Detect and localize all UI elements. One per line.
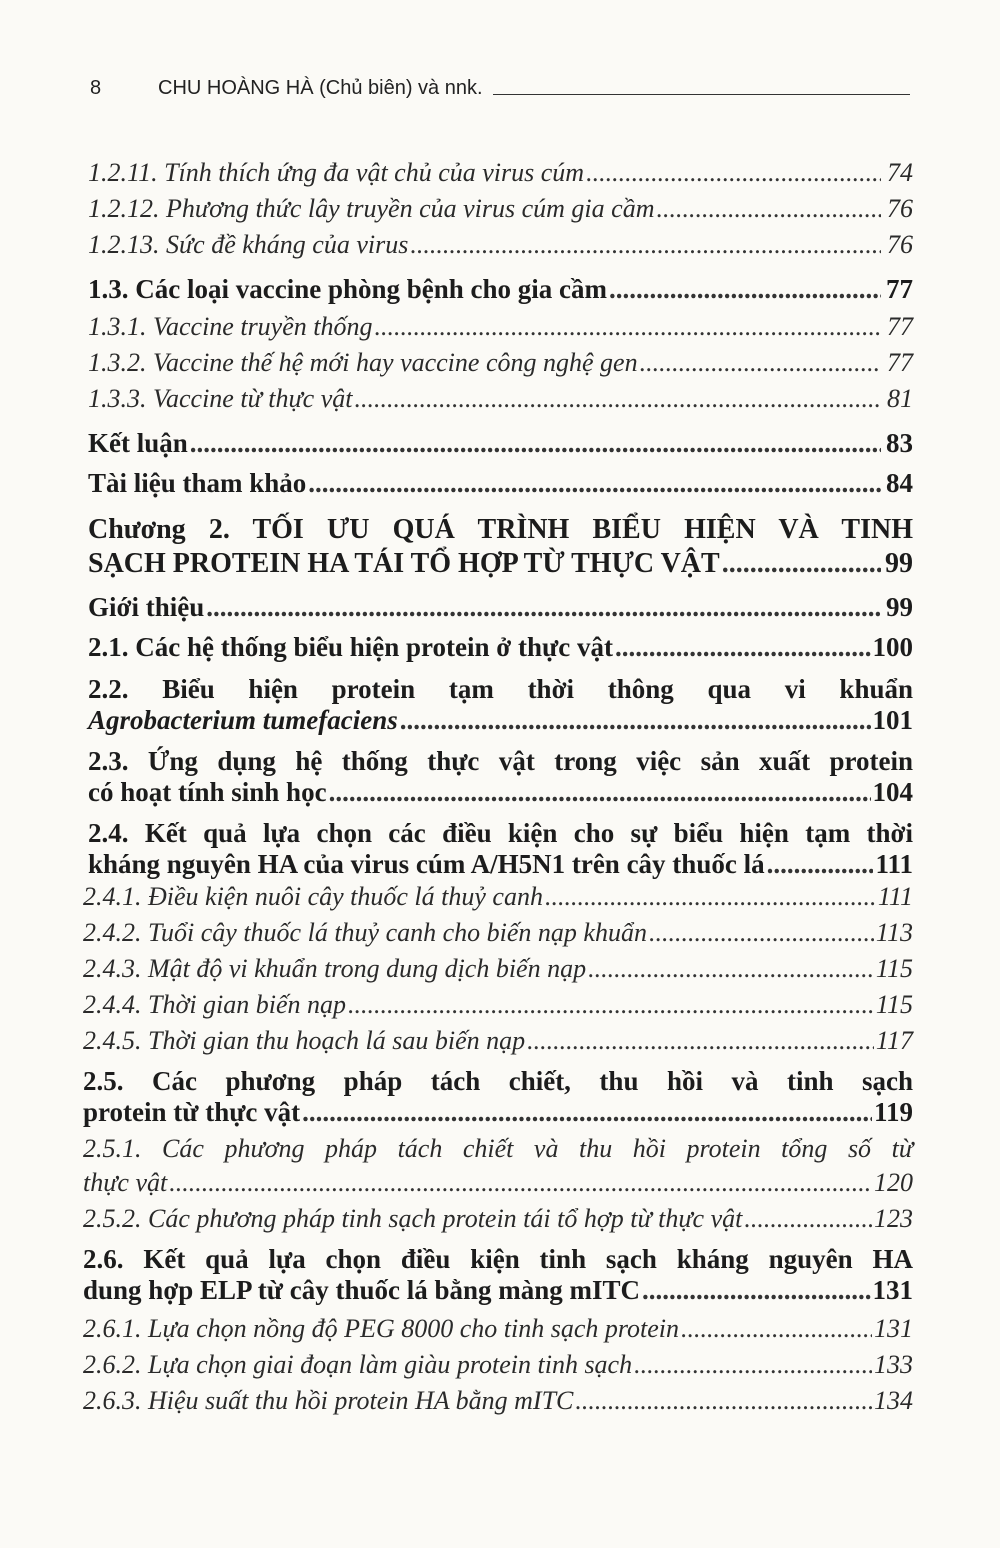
- toc-entry-page: 117: [875, 1026, 913, 1055]
- toc-entry-page: 111: [877, 882, 913, 911]
- toc-entry-page: 76: [887, 230, 913, 259]
- toc-entry-title: Tài liệu tham khảo: [88, 468, 307, 498]
- toc-entry: [83, 1023, 913, 1059]
- toc-entry: [83, 381, 913, 417]
- toc-multiline-entry: [83, 745, 913, 807]
- toc-leader: [767, 849, 874, 879]
- toc-leader: [308, 463, 881, 503]
- toc-multiline-entry: [83, 817, 913, 879]
- toc-leader: [609, 269, 881, 309]
- toc-entry-page: 131: [872, 1275, 913, 1305]
- toc-entry-title: 2.6.1. Lựa chọn nồng độ PEG 8000 cho tinh sạch protein: [83, 1314, 680, 1343]
- toc-entry-title: 2.6.2. Lựa chọn giai đoạn làm giàu protein tinh sạch: [83, 1350, 633, 1379]
- toc-entry-title: 2.4.2. Tuổi cây thuốc lá thuỷ canh cho biến nạp khuẩn: [83, 918, 647, 947]
- toc-entry-page: 123: [874, 1204, 913, 1233]
- toc-entry: [83, 1275, 913, 1305]
- toc-leader: [329, 777, 871, 807]
- toc-entry: [83, 309, 913, 345]
- toc-entry: [88, 777, 913, 807]
- toc-entry: [83, 951, 913, 987]
- toc-entry-title: kháng nguyên HA của virus cúm A/H5N1 trên cây thuốc lá: [88, 849, 765, 879]
- toc-entry-title-line1: 2.4. Kết quả lựa chọn các điều kiện cho sự biểu hiện tạm thời: [88, 818, 913, 848]
- toc-leader: [410, 227, 881, 263]
- toc-entry: [83, 1383, 913, 1419]
- toc-entry-page: 119: [873, 1097, 913, 1127]
- toc-entry-title: 1.2.13. Sức đề kháng của virus: [88, 230, 409, 259]
- toc-leader: [634, 1347, 872, 1383]
- toc-entry-page: 76: [887, 194, 913, 223]
- toc-leader: [354, 381, 881, 417]
- toc-entry: [83, 227, 913, 263]
- toc-entry-page: 115: [875, 954, 913, 983]
- toc-entry: [83, 191, 913, 227]
- toc-entry-title: 1.2.12. Phương thức lây truyền của virus cúm gia cầm: [88, 194, 655, 223]
- toc-entry: [83, 879, 913, 915]
- toc-entry: [83, 587, 913, 627]
- toc-leader: [649, 915, 874, 951]
- toc-entry-title: 1.3. Các loại vaccine phòng bệnh cho gia cầm: [88, 274, 608, 304]
- toc-entry: [83, 1347, 913, 1383]
- toc-entry-title: 1.3.2. Vaccine thế hệ mới hay vaccine công nghệ gen: [88, 348, 638, 377]
- toc-entry: [83, 1201, 913, 1237]
- toc-entry-title: thực vật: [83, 1168, 168, 1197]
- toc-entry-title: Giới thiệu: [88, 592, 205, 622]
- header-rule: [493, 94, 910, 95]
- toc-entry: [83, 423, 913, 463]
- toc-entry-page: 99: [886, 592, 913, 622]
- toc-entry-title: SẠCH PROTEIN HA TÁI TỔ HỢP TỪ THỰC VẬT: [88, 548, 720, 579]
- toc-leader: [642, 1275, 870, 1305]
- toc-leader: [744, 1201, 872, 1237]
- toc-leader: [400, 705, 871, 735]
- toc-entry-page: 83: [886, 428, 913, 458]
- toc-leader: [681, 1311, 872, 1347]
- toc-leader: [640, 345, 881, 381]
- toc-leader: [190, 423, 881, 463]
- toc-leader: [302, 1097, 872, 1127]
- toc-entry-page: 77: [886, 274, 913, 304]
- toc-entry-page: 133: [874, 1350, 913, 1379]
- toc-entry-title: 2.1. Các hệ thống biểu hiện protein ở thực vật: [88, 632, 613, 662]
- toc-entry-page: 101: [872, 705, 913, 735]
- toc-entry-page: 134: [874, 1386, 913, 1415]
- running-title: CHU HOÀNG HÀ (Chủ biên) và nnk.: [158, 77, 483, 99]
- toc-entry: [88, 705, 913, 735]
- toc-entry: [88, 849, 913, 879]
- toc-entry-title: 1.3.1. Vaccine truyền thống: [88, 312, 373, 341]
- toc-entry-page: 77: [887, 312, 913, 341]
- toc-entry: [83, 627, 913, 667]
- toc-entry-title-line1: 2.3. Ứng dụng hệ thống thực vật trong việc sản xuất protein: [88, 746, 913, 776]
- toc-leader: [527, 1023, 874, 1059]
- toc-entry-page: 111: [875, 849, 913, 879]
- toc-multiline-entry: [83, 1065, 913, 1127]
- toc-entry-page: 84: [886, 468, 913, 498]
- toc-entry: [83, 155, 913, 191]
- toc-multiline-entry: [83, 1243, 913, 1305]
- toc-entry-title: 2.6.3. Hiệu suất thu hồi protein HA bằng mITC: [83, 1386, 574, 1415]
- toc-entry-title: Kết luận: [88, 428, 188, 458]
- toc-entry: [83, 463, 913, 503]
- toc-chapter-entry: [83, 513, 913, 581]
- toc-entry-page: 120: [874, 1168, 913, 1197]
- toc-entry-page: 113: [875, 918, 913, 947]
- toc-entry: [88, 547, 913, 581]
- toc-entry: [83, 915, 913, 951]
- toc-entry-title-line1: 2.6. Kết quả lựa chọn điều kiện tinh sạch kháng nguyên HA: [83, 1244, 913, 1274]
- toc-entry-page: 100: [872, 632, 913, 662]
- toc-entry: [83, 345, 913, 381]
- toc-entry: [83, 987, 913, 1023]
- toc-leader: [575, 1383, 872, 1419]
- toc-leader: [348, 987, 874, 1023]
- toc-entry-page: 81: [887, 384, 913, 413]
- toc-entry-page: 74: [887, 158, 913, 187]
- toc-leader: [615, 627, 871, 667]
- toc-entry: [83, 1165, 913, 1201]
- toc-entry-title-line1: 2.2. Biểu hiện protein tạm thời thông qua vi khuẩn: [88, 674, 913, 704]
- toc-entry-title: 1.2.11. Tính thích ứng đa vật chủ của virus cúm: [88, 158, 585, 187]
- toc-entry-page: 115: [875, 990, 913, 1019]
- toc-leader: [169, 1165, 872, 1201]
- page-number: 8: [90, 77, 102, 99]
- toc-multiline-entry: [83, 673, 913, 735]
- toc-leader: [722, 547, 881, 581]
- toc-entry-page: 131: [874, 1314, 913, 1343]
- toc-entry-title: dung hợp ELP từ cây thuốc lá bằng màng mITC: [83, 1275, 641, 1305]
- toc-entry: [83, 269, 913, 309]
- toc-leader: [586, 155, 881, 191]
- toc-entry-page: 104: [872, 777, 913, 807]
- toc-leader: [656, 191, 881, 227]
- toc-entry-title-line1: 2.5.1. Các phương pháp tách chiết và thu hồi protein tổng số từ: [83, 1134, 913, 1163]
- toc-leader: [588, 951, 874, 987]
- toc-entry-title-line1: Chương 2. TỐI ƯU QUÁ TRÌNH BIỂU HIỆN VÀ TINH: [88, 514, 913, 545]
- toc-entry-title: protein từ thực vật: [83, 1097, 301, 1127]
- toc-entry-title: có hoạt tính sinh học: [88, 777, 327, 807]
- toc-entry-page: 99: [885, 548, 913, 579]
- toc-entry-title: 2.4.4. Thời gian biến nạp: [83, 990, 347, 1019]
- toc-leader: [545, 879, 876, 915]
- toc-entry: [83, 1097, 913, 1127]
- table-of-contents: [83, 155, 913, 1419]
- toc-leader: [375, 309, 882, 345]
- toc-entry-title: Agrobacterium tumefaciens: [88, 705, 398, 735]
- toc-leader: [206, 587, 881, 627]
- toc-entry-title-line1: 2.5. Các phương pháp tách chiết, thu hồi và tinh sạch: [83, 1066, 913, 1096]
- toc-entry-title: 2.4.3. Mật độ vi khuẩn trong dung dịch biến nạp: [83, 954, 587, 983]
- toc-entry-title: 2.4.5. Thời gian thu hoạch lá sau biến nạp: [83, 1026, 526, 1055]
- toc-entry-title: 2.5.2. Các phương pháp tinh sạch protein tái tổ hợp từ thực vật: [83, 1204, 743, 1233]
- toc-entry-title: 2.4.1. Điều kiện nuôi cây thuốc lá thuỷ canh: [83, 882, 543, 911]
- toc-entry-page: 77: [887, 348, 913, 377]
- page-header: [90, 70, 910, 100]
- toc-entry-title: 1.3.3. Vaccine từ thực vật: [88, 384, 353, 413]
- toc-multiline-entry: [83, 1133, 913, 1201]
- toc-entry: [83, 1311, 913, 1347]
